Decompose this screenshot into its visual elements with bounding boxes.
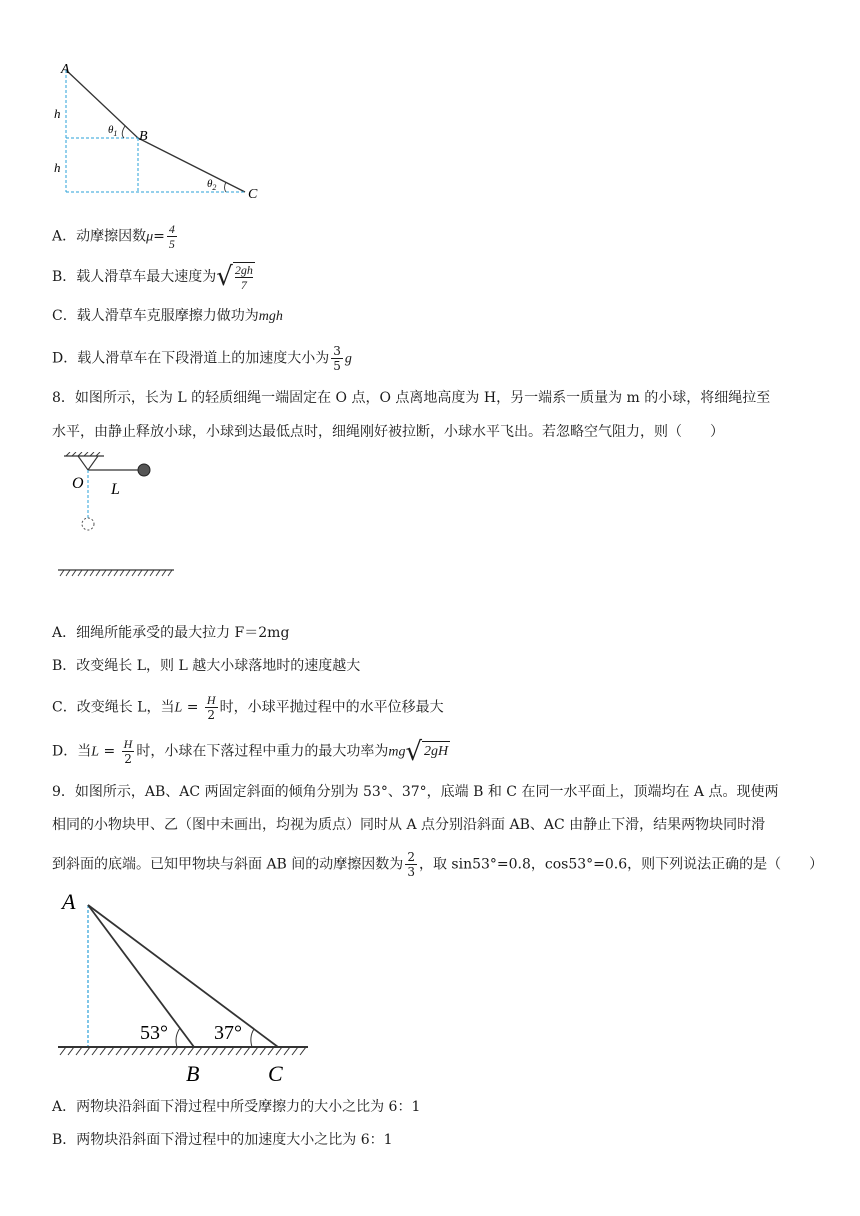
q9-option-a[interactable]: A．两物块沿斜面下滑过程中所受摩擦力的大小之比为 6：1 xyxy=(52,1099,421,1115)
q9-stem-line2: 相同的小物块甲、乙（图中未画出，均视为质点）同时从 A 点分别沿斜面 AB、AC 由静止下滑，结果两物块同时滑 xyxy=(52,817,766,833)
fraction-2-3: $\frac{2}{3}$ xyxy=(407,850,415,879)
q9-option-b[interactable]: B．两物块沿斜面下滑过程中的加速度大小之比为 6：1 xyxy=(52,1132,393,1148)
q8-option-c[interactable]: C．改变绳长 L，当L = $\frac{H}{2}$ 时，小球平抛过程中的水平位移最大 xyxy=(52,693,444,722)
fig1-label-h-lower: h xyxy=(54,160,61,175)
q8-option-a[interactable]: A．细绳所能承受的最大拉力 F＝2mg xyxy=(52,625,290,641)
pendulum-label-o: O xyxy=(72,475,84,492)
incline-label-b: B xyxy=(186,1061,200,1085)
q7-option-b[interactable]: B．载人滑草车最大速度为 √ 2gh 7 xyxy=(52,262,253,292)
incline-label-c: C xyxy=(268,1061,283,1085)
fig1-label-theta2: $\theta_2$ xyxy=(207,178,217,192)
fraction-4-5: $\frac{4}{5}$ xyxy=(168,222,175,251)
pendulum-label-l: L xyxy=(111,481,120,498)
fig1-label-theta1: $\theta_1$ xyxy=(108,124,118,138)
pendulum-figure xyxy=(56,452,186,580)
incline-figure xyxy=(56,885,316,1085)
fig1-label-a: A xyxy=(61,62,70,77)
q8-stem-line2: 水平，由静止释放小球，小球到达最低点时，细绳刚好被拉断，小球水平飞出。若忽略空气阻力，则（ ） xyxy=(52,424,724,440)
q8-option-d[interactable]: D．当L = $\frac{H}{2}$ 时，小球在下落过程中重力的最大功率为mg √ 2gH xyxy=(52,736,449,767)
q8-stem-line1: 8．如图所示，长为 L 的轻质细绳一端固定在 O 点，O 点离地高度为 H，另一端系一质量为 m 的小球，将细绳拉至 xyxy=(52,390,771,406)
q7-option-d[interactable]: D．载人滑草车在下段滑道上的加速度大小为 $\frac{3}{5}$ g xyxy=(52,344,352,373)
fig1-label-h-upper: h xyxy=(54,106,61,121)
fraction-h-2: $\frac{H}{2}$ xyxy=(206,693,216,722)
q9-stem-line1: 9．如图所示，AB、AC 两固定斜面的倾角分别为 53°、37°，底端 B 和 C 在同一水平面上，顶端均在 A 点。现使两 xyxy=(52,784,779,800)
fig1-label-c: C xyxy=(248,187,258,202)
incline-angle-53: 53° xyxy=(140,1022,168,1044)
q9-stem-line3: 到斜面的底端。已知甲物块与斜面 AB 间的动摩擦因数为 $\frac{2}{3}$ ，取 sin53°=0.8，cos53°=0.6，则下列说法正确的是（ ） xyxy=(52,850,824,879)
fraction-h-2: $\frac{H}{2}$ xyxy=(123,737,133,766)
sqrt-2gh-over-7: √ 2gh 7 xyxy=(216,262,253,292)
fraction-3-5: $\frac{3}{5}$ xyxy=(333,344,341,373)
incline-label-a: A xyxy=(62,889,76,914)
fig1-label-b: B xyxy=(139,129,148,144)
incline-angle-37: 37° xyxy=(214,1022,242,1044)
sqrt-2gh: √ 2gH xyxy=(405,736,449,767)
q7-option-c[interactable]: C．载人滑草车克服摩擦力做功为mgh xyxy=(52,308,283,324)
q7-option-a[interactable]: A．动摩擦因数μ= $\frac{4}{5}$ xyxy=(52,222,175,251)
slope-figure xyxy=(40,58,270,203)
q8-option-b[interactable]: B．改变绳长 L，则 L 越大小球落地时的速度越大 xyxy=(52,658,361,674)
